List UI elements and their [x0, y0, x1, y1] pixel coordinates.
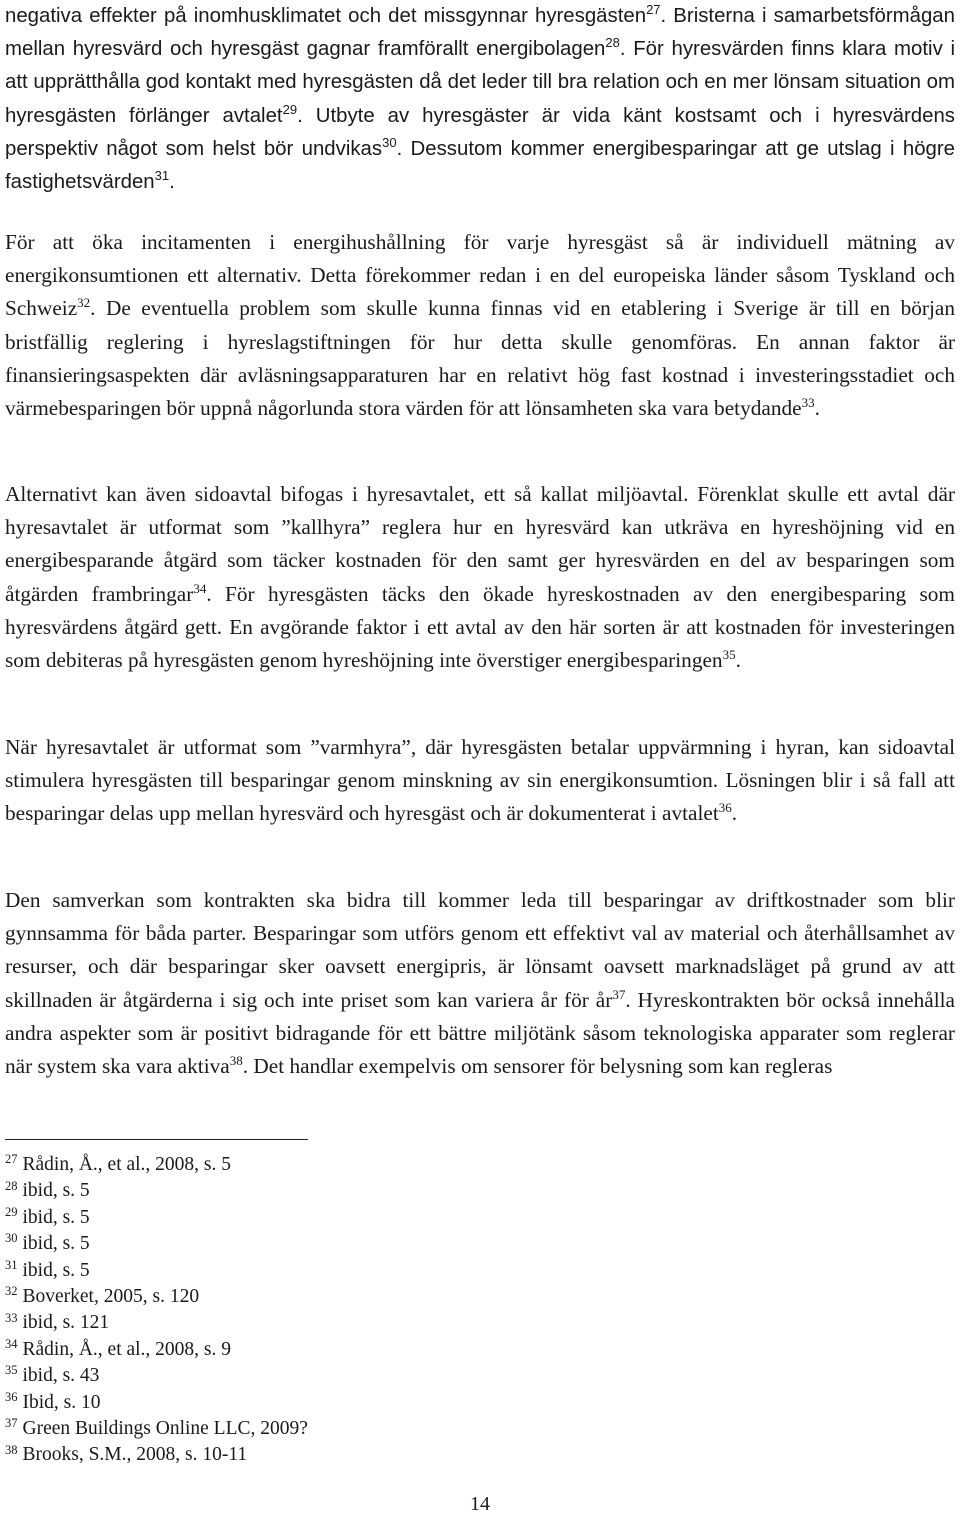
- paragraph-text: För att öka incitamenten i energihushållning för varje hyresgäst så är individuell mätning av energikonsumtionen ett alternativ. Detta förekommer redan i en del europeiska länder såsom Tyskland och Schweiz: [5, 230, 955, 321]
- footnote-ref-36: 36: [718, 800, 732, 816]
- footnote-number: 30: [5, 1231, 18, 1246]
- footnote-item: [5, 1363, 308, 1389]
- footnote-text: ibid, s. 5: [22, 1206, 90, 1228]
- footnote-item: [5, 1416, 308, 1442]
- footnote-ref-38: 38: [229, 1052, 243, 1068]
- footnote-text: ibid, s. 121: [22, 1312, 110, 1334]
- footnote-ref-30: 30: [382, 134, 397, 150]
- paragraph-text: .: [169, 171, 175, 194]
- footnote-number: 33: [5, 1310, 18, 1325]
- footnote-number: 38: [5, 1442, 18, 1457]
- footnote-item: [5, 1310, 308, 1336]
- paragraph-text: När hyresavtalet är utformat som ”varmhyra”, där hyresgästen betalar uppvärmning i hyran, kan sidoavtal stimulera hyresgästen till besparingar genom minskning av sin energikonsumtion. Lösningen blir i så fall att besparingar delas upp mellan hyresvärd och hyresgäst och är dokumenterat i avtalet: [5, 735, 955, 826]
- paragraph-text: . För hyresgästen täcks den ökade hyreskostnaden av den energibesparing som hyresvärdens åtgärd gett. En avgörande faktor i ett avtal av den här sorten är att kostnaden för investeringen som debiteras på hyresgästen genom hyreshöjning inte överstiger energibesparingen: [5, 581, 955, 673]
- footnote-number: 27: [5, 1152, 18, 1167]
- paragraph-text: Alternativt kan även sidoavtal bifogas i hyresavtalet, ett så kallat miljöavtal. Förenklat skulle ett avtal där hyresavtalet är utformat som ”kallhyra” reglera hur en hyresvärd kan utkräva en hyreshöjning vid en energibesparande åtgärd som täcker kostnaden för den samt ger hyresvärden en del av besparingen som åtgärden frambringar: [5, 482, 955, 606]
- footnote-ref-31: 31: [154, 167, 170, 183]
- footnote-separator: [5, 1139, 308, 1140]
- footnote-text: Rådin, Å., et al., 2008, s. 9: [22, 1338, 232, 1360]
- paragraph-5: [5, 884, 955, 1083]
- footnote-ref-28: 28: [605, 35, 620, 51]
- paragraph-4: [5, 731, 955, 831]
- footnote-text: Rådin, Å., et al., 2008, s. 5: [22, 1154, 232, 1175]
- footnote-number: 28: [5, 1178, 18, 1193]
- footnote-number: 35: [5, 1363, 18, 1378]
- footnote-item: [5, 1390, 308, 1416]
- paragraph-text: . Hyreskontrakten bör också innehålla andra aspekter som är positivt bidragande för ett bättre miljötänk såsom teknologiska apparater som reglerar när system ska vara aktiva: [5, 987, 955, 1079]
- paragraph-text: .: [731, 801, 738, 826]
- paragraph-text: Den samverkan som kontrakten ska bidra till kommer leda till besparingar av driftkostnader som blir gynnsamma för båda parter. Besparingar som utförs genom ett effektivt val av material och återhållsamhet av resurser, och där besparingar sker oavsett energipris, är lönsamt oavsett marknadsläget på grund av att skillnaden är åtgärderna i sig och inte priset som kan variera år för år: [5, 888, 955, 1012]
- footnote-text: Ibid, s. 10: [22, 1391, 101, 1413]
- paragraph-text: . Bristerna i samarbetsförmågan mellan hyresvärd och hyresgäst gagnar framförallt energibolagen: [5, 5, 955, 61]
- footnote-number: 36: [5, 1389, 18, 1404]
- footnote-item: [5, 1442, 308, 1468]
- footnote-ref-35: 35: [722, 646, 736, 662]
- footnote-text: ibid, s. 5: [22, 1233, 90, 1255]
- paragraph-text: . De eventuella problem som skulle kunna finnas vid en etablering i Sverige är till en början bristfällig reglering i hyreslagstiftningen för hur detta skulle genomföras. En annan faktor är finansieringsaspekten där avläsningsapparaturen har en relativt hög fast kostnad i investeringsstadiet och värmebesparingen bör uppnå någorlunda stora värden för att lönsamheten ska vara betydande: [5, 296, 955, 421]
- paragraph-text: .: [814, 396, 820, 421]
- page-number: 14: [470, 1493, 490, 1515]
- footnote-text: ibid, s. 5: [22, 1259, 90, 1281]
- footnote-number: 31: [5, 1257, 18, 1272]
- paragraph-text: .: [735, 648, 741, 673]
- paragraph-text: . Dessutom kommer energibesparingar att ge utslag i högre fastighetsvärden: [5, 137, 955, 194]
- footnote-ref-34: 34: [193, 580, 207, 596]
- paragraph-text: . Utbyte av hyresgäster är vida känt kostsamt och i hyresvärdens perspektiv något som helst bör undvikas: [5, 104, 956, 160]
- footnote-text: ibid, s. 5: [22, 1180, 90, 1202]
- footnote-number: 37: [5, 1416, 18, 1431]
- paragraph-3: [5, 478, 955, 677]
- footnote-text: Green Buildings Online LLC, 2009?: [22, 1418, 308, 1440]
- footnote-item: [5, 1231, 308, 1257]
- footnote-number: 29: [5, 1204, 18, 1219]
- footnote-number: 34: [5, 1336, 18, 1351]
- footnote-ref-27: 27: [646, 1, 661, 17]
- footnote-item: [5, 1284, 308, 1310]
- footnote-item: [5, 1178, 308, 1204]
- footnote-ref-32: 32: [77, 295, 91, 311]
- footnote-ref-33: 33: [801, 394, 815, 410]
- paragraph-text: negativa effekter på inomhusklimatet och det missgynnar hyresgästen: [5, 5, 647, 27]
- footnote-item: [5, 1337, 308, 1363]
- footnote-number: 32: [5, 1284, 18, 1299]
- footnote-list: [5, 1152, 308, 1469]
- paragraph-2: [5, 226, 955, 425]
- footnote-item: [5, 1258, 308, 1284]
- footnote-ref-37: 37: [612, 986, 626, 1002]
- footnote-ref-29: 29: [282, 101, 298, 117]
- paragraph-text: . Det handlar exempelvis om sensorer för belysning som kan regleras: [242, 1054, 833, 1079]
- footnote-text: Boverket, 2005, s. 120: [22, 1286, 200, 1308]
- paragraph-1: [5, 0, 955, 199]
- paragraph-text: . För hyresvärden finns klara motiv i att upprätthålla god kontakt med hyresgästen då det leder till bra relation och en mer lönsam situation om hyresgästen förlänger avtalet: [5, 38, 955, 127]
- footnote-item: [5, 1152, 308, 1178]
- footnote-item: [5, 1205, 308, 1231]
- footnote-text: Brooks, S.M., 2008, s. 10-11: [22, 1444, 248, 1466]
- footnote-text: ibid, s. 43: [22, 1365, 100, 1387]
